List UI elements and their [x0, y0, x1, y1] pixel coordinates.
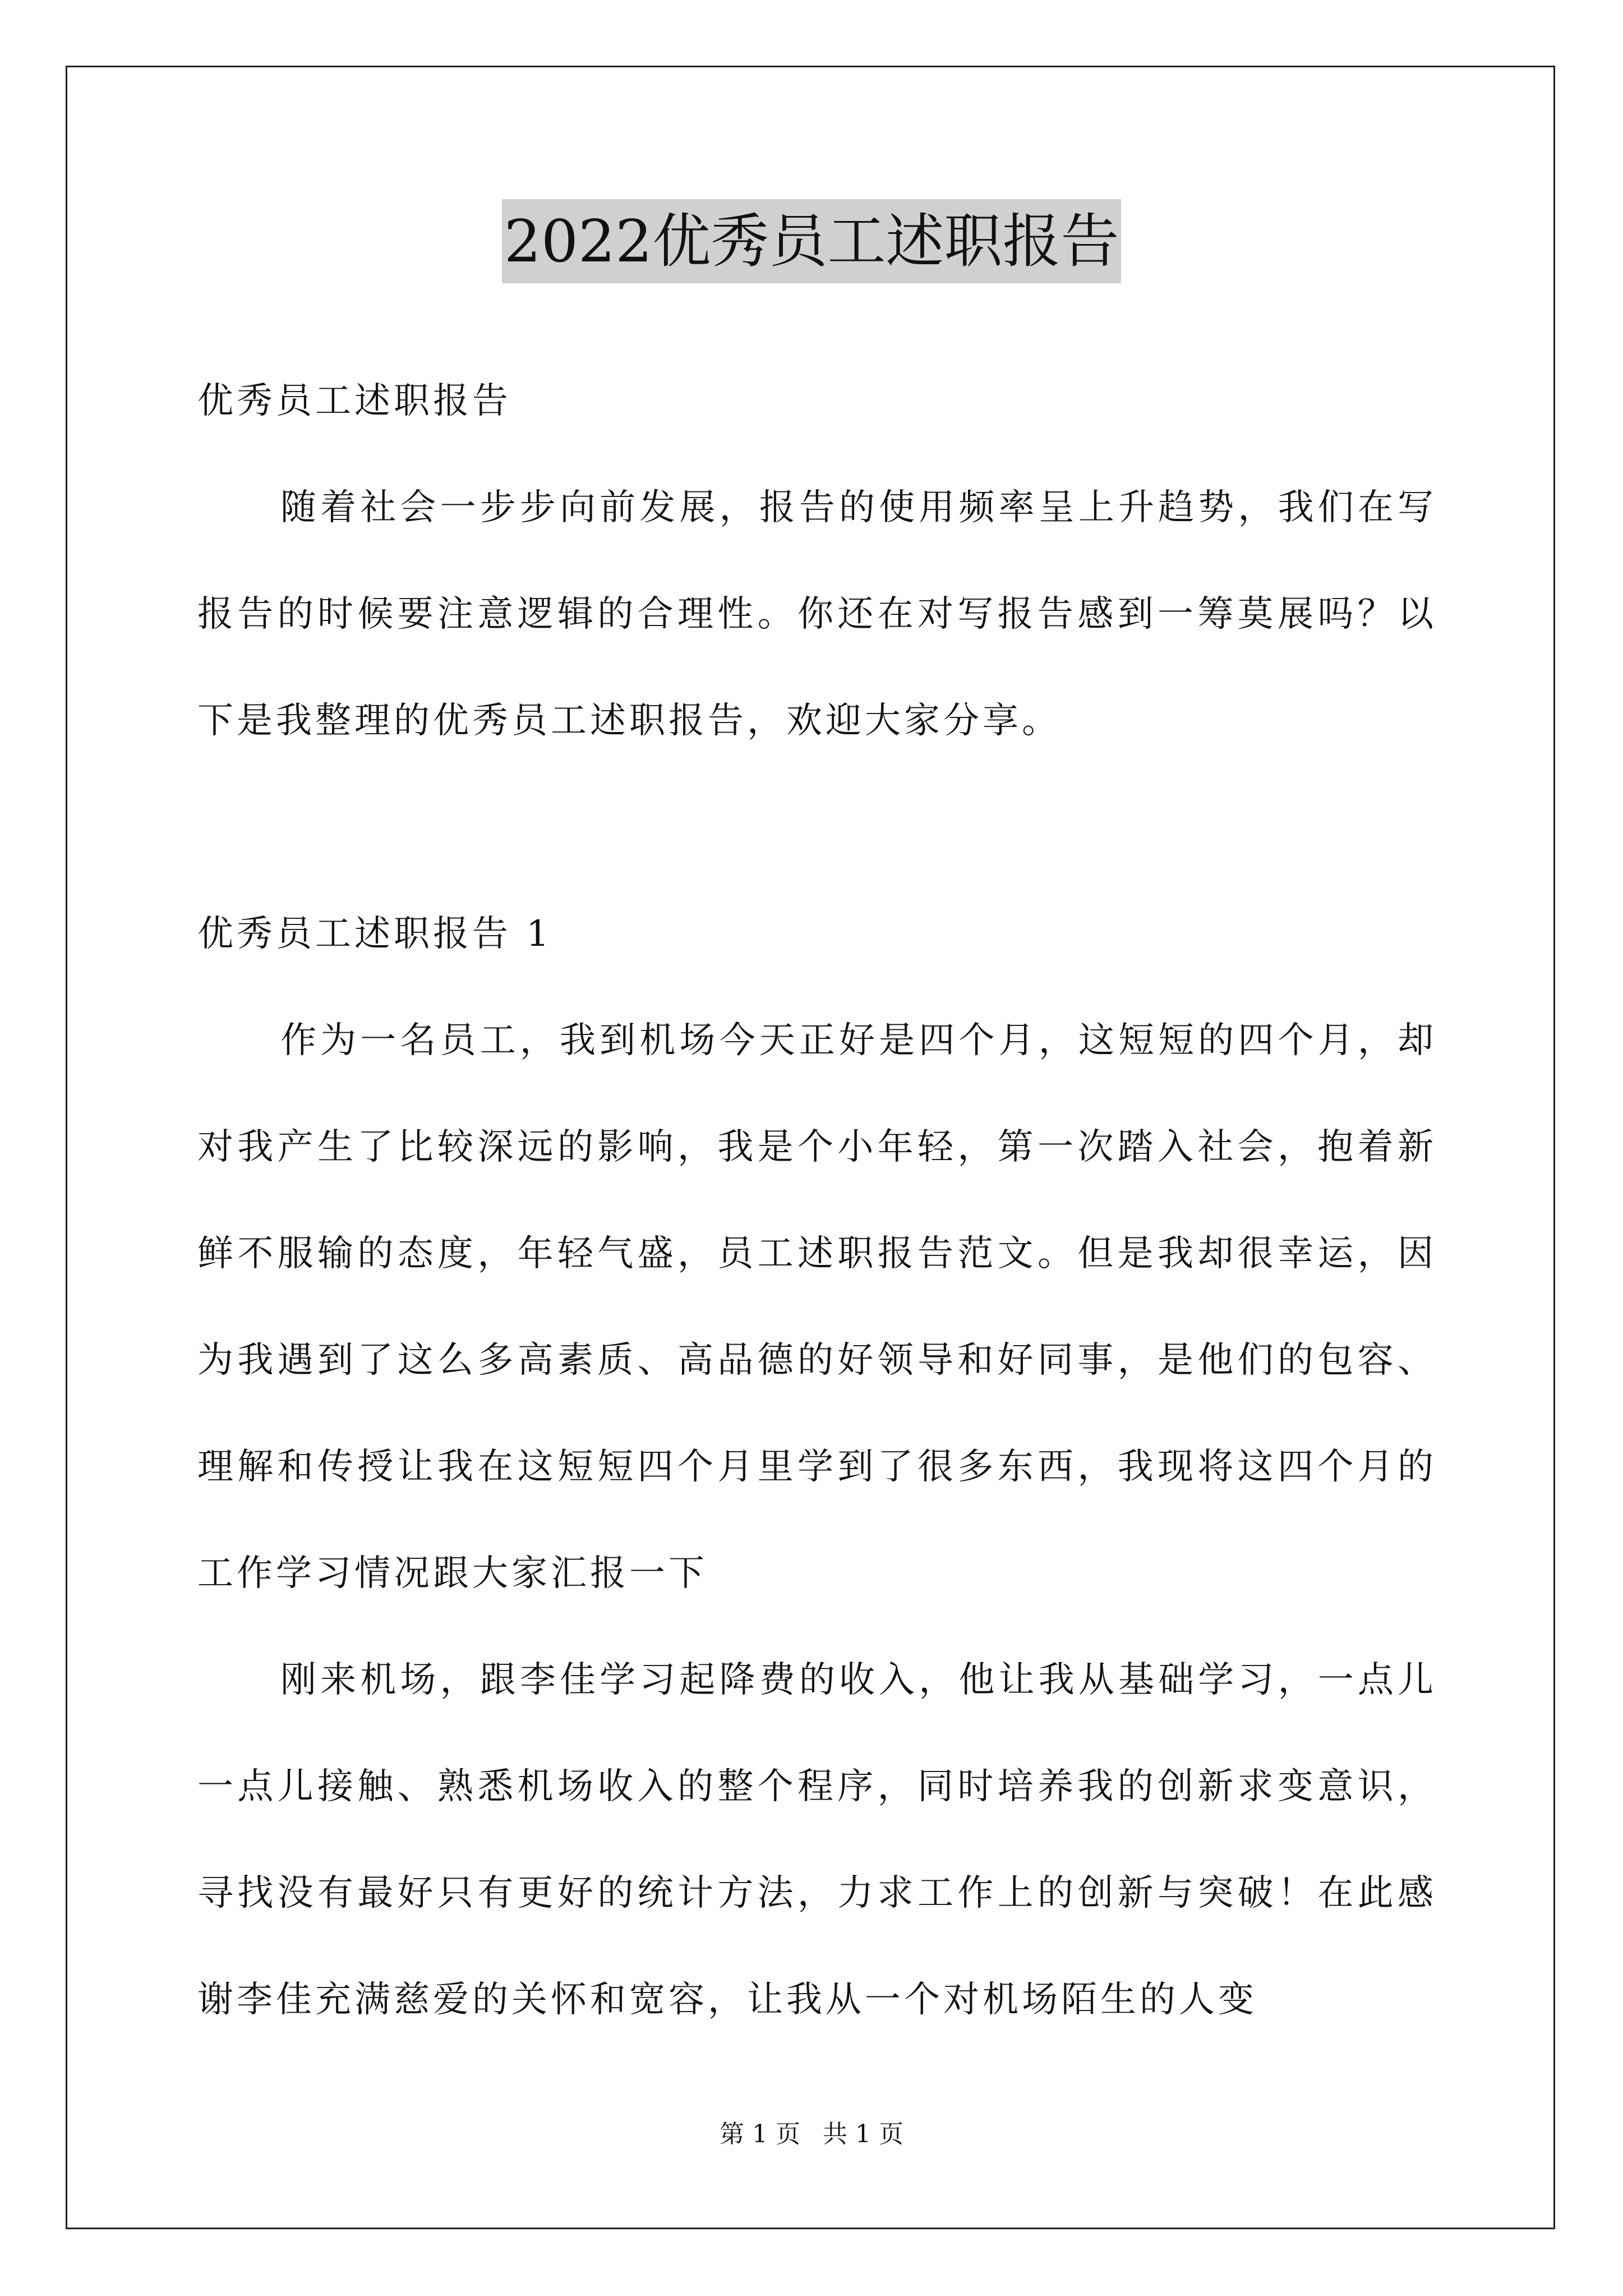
page-footer — [0, 2118, 1623, 2151]
subtitle: 优秀员工述职报告 — [197, 380, 511, 422]
title-container — [0, 199, 1623, 283]
body-paragraph: 作为一名员工，我到机场今天正好是四个月，这短短的四个月，却对我产生了比较深远的影响，我是个小年轻，第一次踏入社会，抱着新鲜不服输的态度，年轻气盛，员工述职报告范文。但是我却很幸运，因为我遇到了这么多高素质、高品德的好领导和好同事，是他们的包容、理解和传授让我在这短短四个月里学到了很多东西，我现将这四个月的工作学习情况跟大家汇报一下 — [197, 1020, 1437, 1594]
intro-paragraph: 随着社会一步步向前发展，报告的使用频率呈上升趋势，我们在写报告的时候要注意逻辑的合理性。你还在对写报告感到一筹莫展吗？以下是我整理的优秀员工述职报告，欢迎大家分享。 — [197, 487, 1437, 742]
spacer — [197, 774, 1437, 881]
page-number: 第 1 页 — [720, 2120, 800, 2148]
document-body — [197, 348, 1437, 2053]
document-title: 2022优秀员工述职报告 — [502, 199, 1122, 283]
body-paragraph: 刚来机场，跟李佳学习起降费的收入，他让我从基础学习，一点儿一点儿接触、熟悉机场收入的整个程序，同时培养我的创新求变意识，寻找没有最好只有更好的统计方法，力求工作上的创新与突破！在此感谢李佳充满慈爱的关怀和宽容，让我从一个对机场陌生的人变 — [197, 1659, 1437, 2021]
section-heading: 优秀员工述职报告 1 — [197, 913, 553, 955]
page-total: 共 1 页 — [823, 2120, 903, 2148]
